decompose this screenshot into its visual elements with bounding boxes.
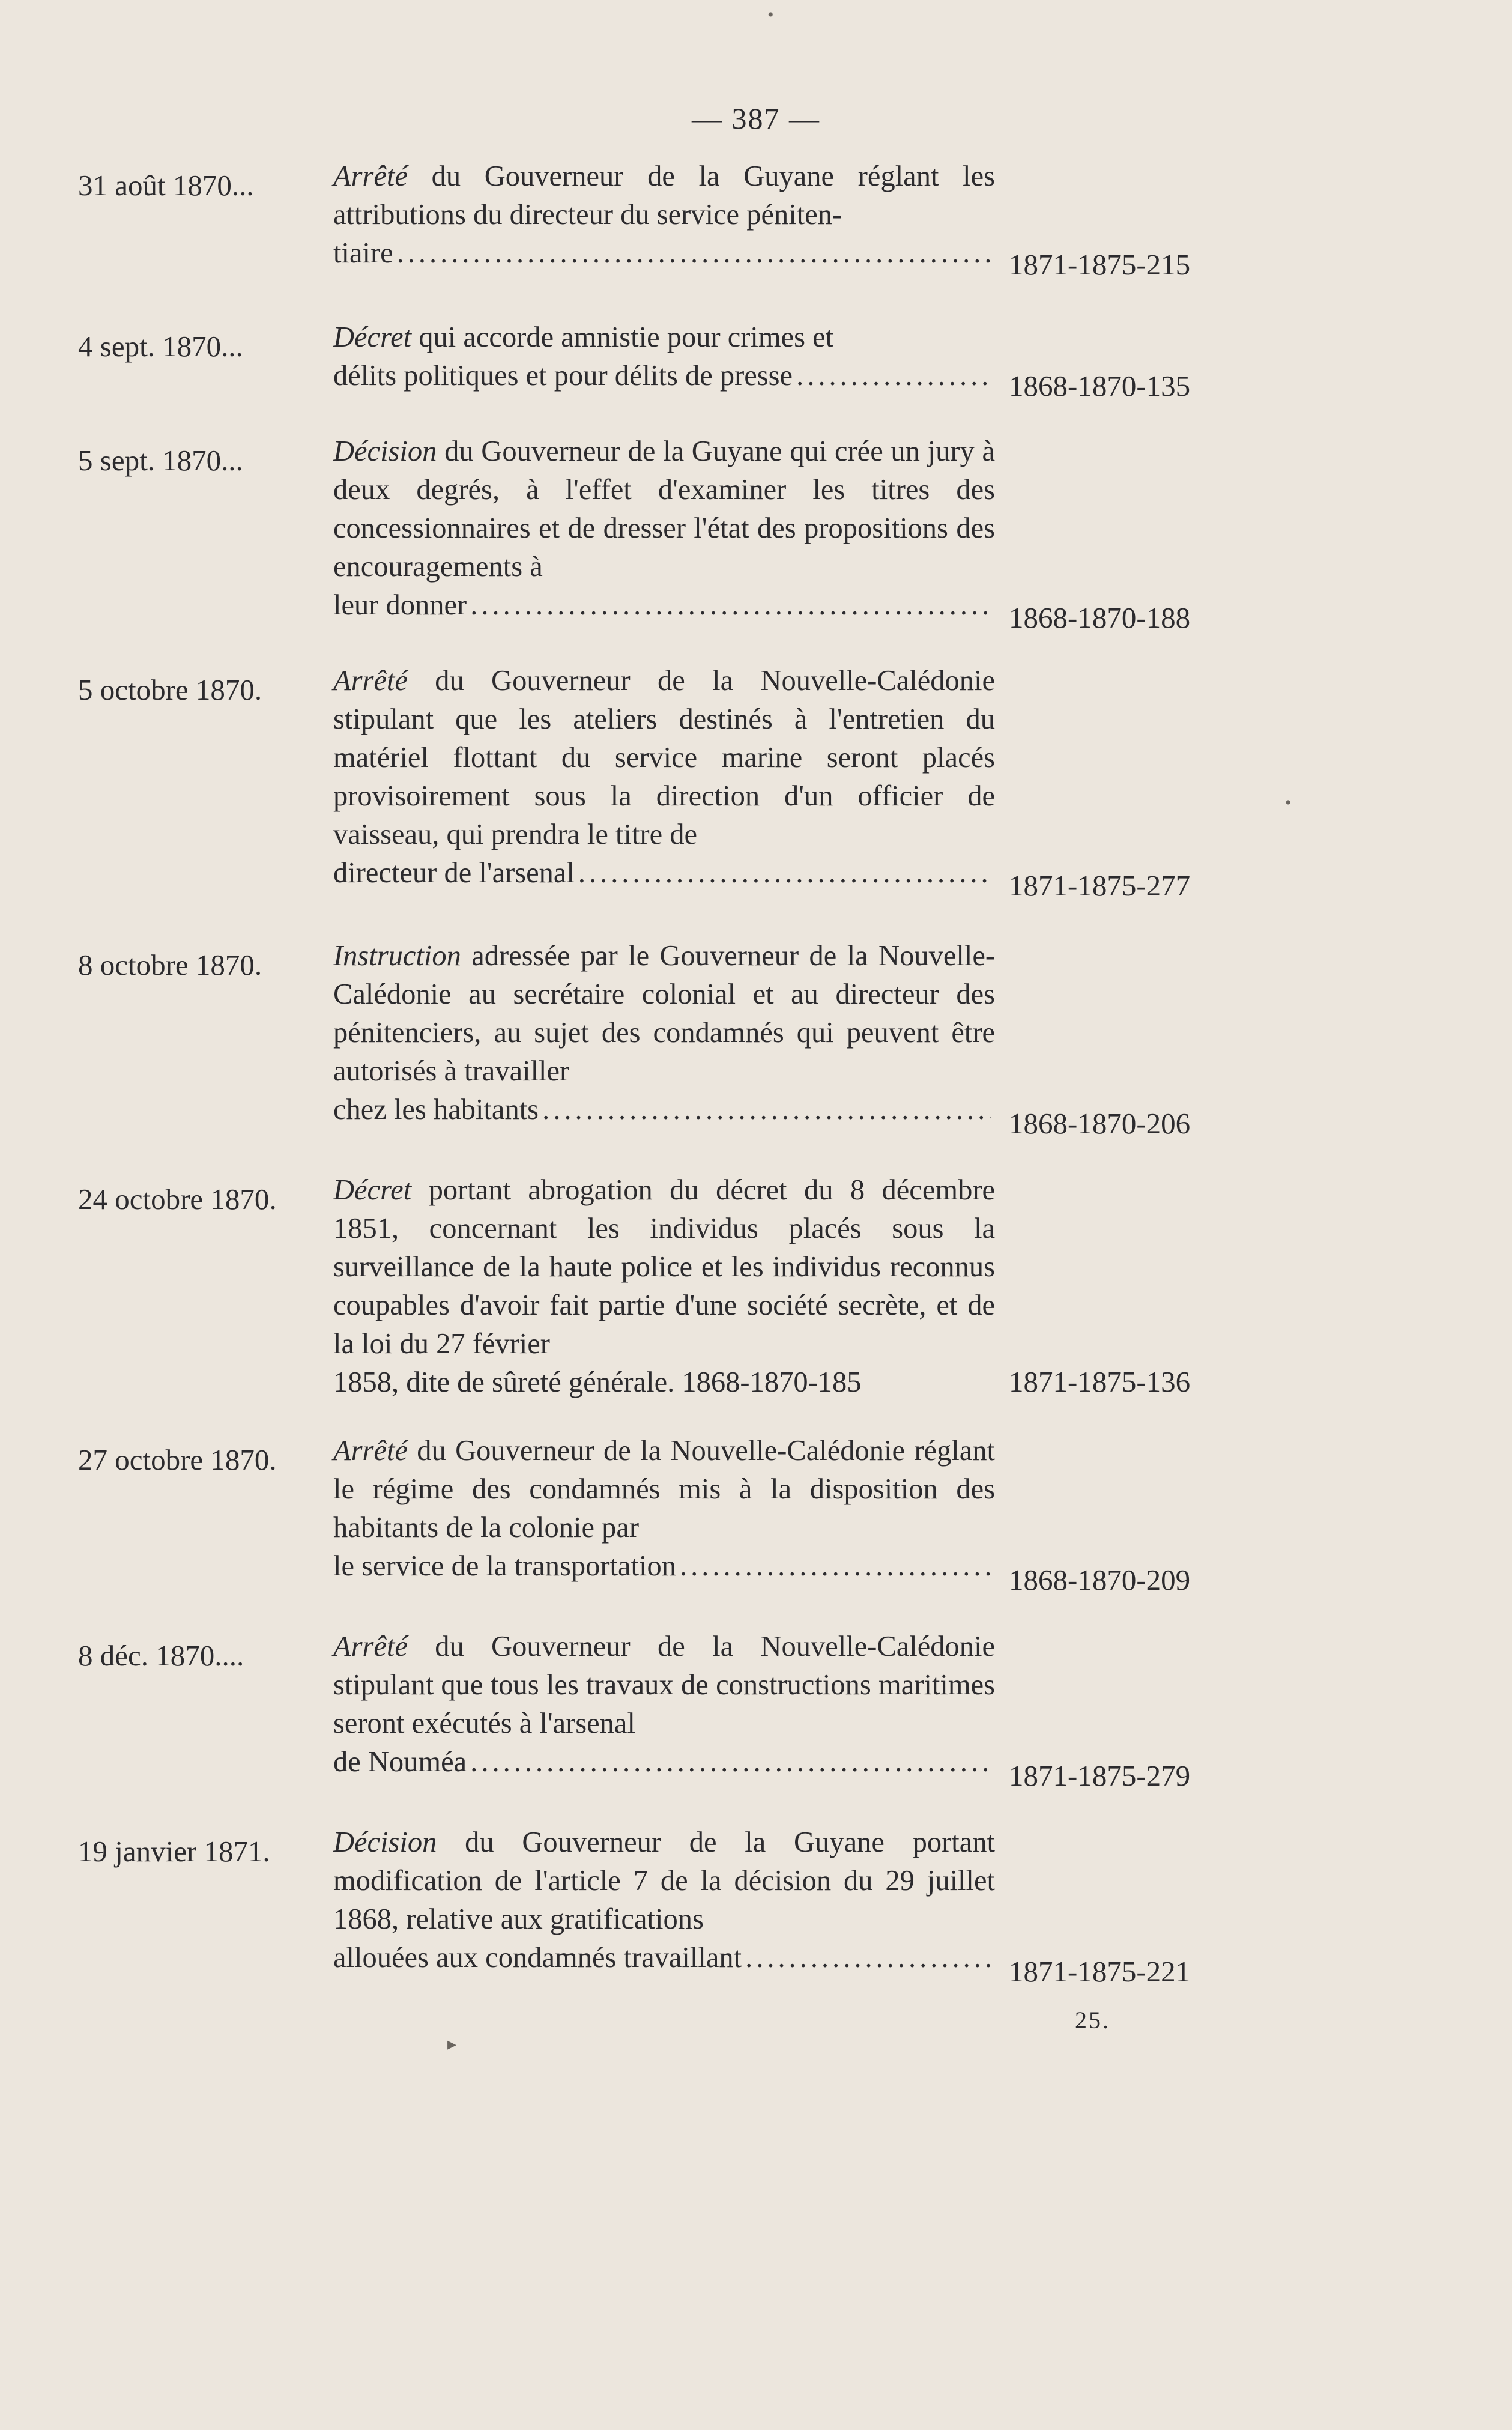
list-item (0, 937, 1512, 1140)
entry-reference: 1871-1875-279 (1009, 1759, 1191, 1792)
entry-date: 27 octobre 1870. (78, 1443, 277, 1476)
entry-description (333, 1171, 995, 1402)
entry-tail-text: de Nouméa (333, 1746, 467, 1778)
list-item (0, 432, 1512, 634)
entry-text: du Gouverneur de la Nouvelle-Calédonie réglant le régime des condamnés mis à la disposition des habitants de la colonie par (333, 1435, 995, 1544)
act-type: Décret (333, 1174, 412, 1206)
entry-reference: 1868-1870-188 (1009, 601, 1191, 634)
entry-tail-text: leur donner (333, 589, 467, 621)
leader-dots (796, 357, 991, 395)
act-type: Arrêté (333, 665, 408, 697)
margin-mark: ▸ (447, 2034, 457, 2054)
act-type: Décision (333, 1826, 437, 1858)
leader-dots (397, 234, 991, 273)
entry-tail-text: directeur de l'arsenal (333, 857, 575, 889)
entry-date: 24 octobre 1870. (78, 1183, 277, 1216)
entry-reference: 1868-1870-135 (1009, 369, 1191, 402)
entry-tail-line (333, 1091, 995, 1129)
leader-dots (542, 1091, 991, 1129)
entry-date: 5 sept. 1870... (78, 444, 243, 477)
act-type: Arrêté (333, 160, 408, 192)
entry-date: 4 sept. 1870... (78, 330, 243, 363)
act-type: Arrêté (333, 1631, 408, 1662)
entry-tail-line (333, 1743, 995, 1781)
entry-description (333, 662, 995, 892)
entry-reference: 1868-1870-209 (1009, 1563, 1191, 1596)
leader-dots (680, 1547, 991, 1586)
entry-reference: 1871-1875-136 (1009, 1365, 1191, 1398)
entry-date: 8 octobre 1870. (78, 948, 262, 981)
entry-tail-text: le service de la transportation (333, 1550, 676, 1582)
list-item (0, 1171, 1512, 1398)
list-item (0, 1628, 1512, 1792)
entry-text: adressée par le Gouverneur de la Nouvelle-Calédonie au secrétaire colonial et au directeur des pénitenciers, au sujet des condamnés qui peuvent être autorisés à travailler (333, 940, 995, 1087)
entry-description (333, 1432, 995, 1586)
leader-dots (470, 1743, 991, 1781)
leader-dots (470, 586, 991, 625)
leader-dots (578, 854, 991, 892)
act-type: Arrêté (333, 1435, 408, 1467)
entry-description (333, 937, 995, 1129)
entry-text: du Gouverneur de la Nouvelle-Calédonie stipulant que les ateliers destinés à l'entretien du matériel flottant du service marine seront placés provisoirement sous la direction d'un officier de vaisseau, qui prendra le titre de (333, 665, 995, 850)
entry-text: portant abrogation du décret du 8 décembre 1851, concernant les individus placés sous la surveillance de la haute police et les individus reconnus coupables d'avoir fait partie d'une société secrète, et de la loi du 27 février (333, 1174, 995, 1360)
entry-reference: 1871-1875-215 (1009, 248, 1191, 281)
entry-text: du Gouverneur de la Guyane qui crée un jury à deux degrés, à l'effet d'examiner les titres des concessionnaires et de dresser l'état des propositions des encouragements à (333, 435, 995, 583)
act-type: Décision (333, 435, 437, 467)
list-item (0, 662, 1512, 902)
entry-tail-text: délits politiques et pour délits de presse (333, 360, 793, 392)
entry-tail-line (333, 234, 995, 273)
entry-description (333, 1823, 995, 1977)
entry-description (333, 432, 995, 625)
entry-reference: 1868-1870-206 (1009, 1107, 1191, 1140)
entry-tail-line (333, 1363, 995, 1402)
entry-tail-line (333, 1939, 995, 1977)
top-mark: • (767, 5, 774, 25)
entry-tail-line (333, 854, 995, 892)
entry-tail-text: chez les habitants (333, 1094, 539, 1126)
entry-date: 19 janvier 1871. (78, 1835, 270, 1868)
entry-text: du Gouverneur de la Guyane réglant les attributions du directeur du service péniten- (333, 160, 995, 231)
entry-description (333, 1628, 995, 1781)
act-type: Instruction (333, 940, 461, 972)
list-item (0, 1823, 1512, 1986)
entry-date: 31 août 1870... (78, 169, 254, 202)
entry-list (0, 157, 1512, 1986)
list-item (0, 157, 1512, 281)
entry-date: 5 octobre 1870. (78, 673, 262, 706)
leader-dots (745, 1939, 991, 1977)
entry-tail-line (333, 357, 995, 395)
entry-tail-text: tiaire (333, 237, 393, 269)
entry-text: du Gouverneur de la Nouvelle-Calédonie stipulant que tous les travaux de constructions maritimes seront exécutés à l'arsenal (333, 1631, 995, 1739)
entry-tail-line (333, 1547, 995, 1586)
entry-tail-text: 1858, dite de sûreté générale. 1868-1870-185 (333, 1366, 862, 1398)
page-number: — 387 — (692, 102, 820, 135)
entry-text: qui accorde amnistie pour crimes et (411, 321, 834, 353)
entry-description (333, 318, 995, 395)
entry-date: 8 déc. 1870.... (78, 1639, 244, 1672)
list-item (0, 1432, 1512, 1596)
entry-tail-text: allouées aux condamnés travaillant (333, 1942, 742, 1974)
entry-tail-line (333, 586, 995, 625)
signature-mark: 25. (1075, 2007, 1110, 2034)
entry-description (333, 157, 995, 273)
list-item (0, 318, 1512, 402)
entry-reference: 1871-1875-221 (1009, 1955, 1191, 1988)
entry-reference: 1871-1875-277 (1009, 869, 1191, 902)
act-type: Décret (333, 321, 412, 353)
entry-text: du Gouverneur de la Guyane portant modification de l'article 7 de la décision du 29 juillet 1868, relative aux gratifications (333, 1826, 995, 1935)
margin-mark: • (1285, 793, 1292, 813)
